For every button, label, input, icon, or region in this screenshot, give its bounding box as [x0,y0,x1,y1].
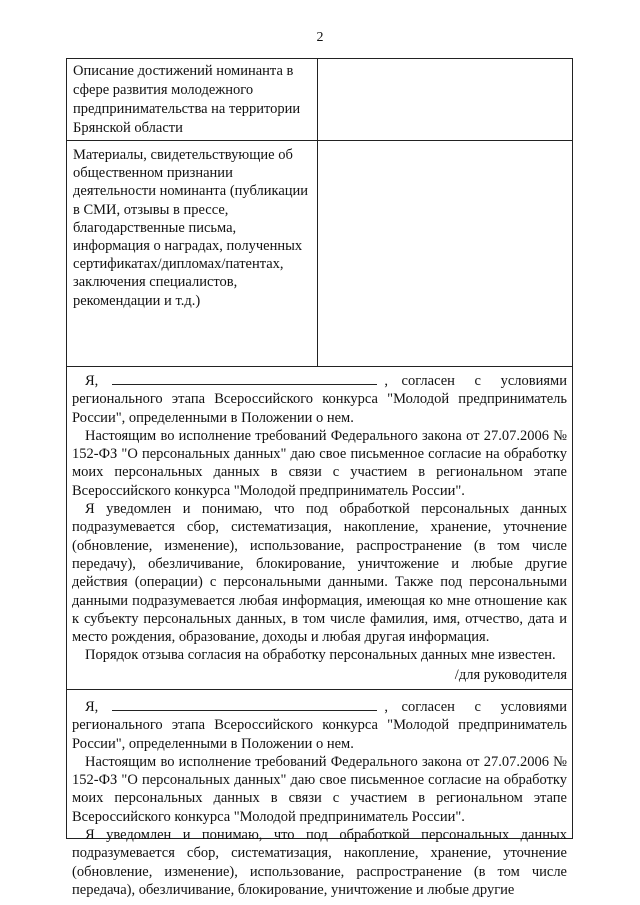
consent1-pronoun: Я, [85,373,99,389]
recognition-label: Материалы, свидетельствующие об общественном признании деятельности номинанта (публикации в СМИ, отзывы в прессе, благодарственные письма, информация о наградах, полученных сертификатах/дипломах/патентах, заключения специалистов, рекомендации и т.д.) [67,141,318,366]
consent1-p4: Порядок отзыва согласия на обработку персональных данных мне известен. [85,647,556,664]
consent-block-2 [67,690,572,898]
achievements-label: Описание достижений номинанта в сфере развития молодежного предпринимательства на территории Брянской области [67,59,318,140]
consent2-name-blank[interactable] [112,697,377,711]
achievements-value-cell[interactable] [318,59,572,140]
consent1-agree-text: согласен с условиями [401,373,567,389]
table-row-achievements [67,59,572,140]
table-row-consent-1 [67,366,572,689]
consent1-name-blank[interactable] [112,371,377,385]
recognition-value-cell[interactable] [318,141,572,366]
consent2-p1: регионального этапа Всероссийского конкурса "Молодой предприниматель России", определенными в Положении о нем. [72,717,567,752]
consent1-first-line: Я, , согласен с условиями [85,373,567,389]
table-row-consent-2 [67,689,572,898]
page-number: 2 [316,30,324,45]
table-row-recognition [67,140,572,366]
consent1-signature-note: /для руководителя [454,666,567,683]
consent2-first-line: Я, , согласен с условиями [85,699,567,715]
nomination-table [66,58,573,898]
consent2-agree-text: согласен с условиями [401,699,567,715]
consent1-p3: Я уведомлен и понимаю, что под обработкой персональных данных подразумевается сбор, систематизация, накопление, хранение, уточнение (обновление, изменение), использование, распространение (в том числе передачу), обезличивание, блокирование, уничтожение и любые другие действия (операции) с персональными данными. Также под персональными данными подразумевается любая информация, имеющая ко мне отношение как к субъекту персональных данных, в том числе фамилия, имя, отчество, дата и место рождения, образование, доходы и любая другая информация. [72,501,567,646]
consent-block-1 [67,367,572,689]
consent2-p2: Настоящим во исполнение требований Федерального закона от 27.07.2006 № 152-ФЗ "О персональных данных" даю свое письменное согласие на обработку моих персональных данных в связи с участием в региональном этапе Всероссийского конкурса "Молодой предприниматель России". [72,753,567,825]
consent1-p1: регионального этапа Всероссийского конкурса "Молодой предприниматель России", определенными в Положении о нем. [72,391,567,426]
consent1-p2: Настоящим во исполнение требований Федерального закона от 27.07.2006 № 152-ФЗ "О персональных данных" даю свое письменное согласие на обработку моих персональных данных в связи с участием в региональном этапе Всероссийского конкурса "Молодой предприниматель России". [72,427,567,499]
consent2-pronoun: Я, [85,699,99,715]
consent2-p3: Я уведомлен и понимаю, что под обработкой персональных данных подразумевается сбор, систематизация, накопление, хранение, уточнение (обновление, изменение), использование, распространение (в том числе передача), обезличивание, блокирование, уничтожение и любые другие [72,827,567,898]
